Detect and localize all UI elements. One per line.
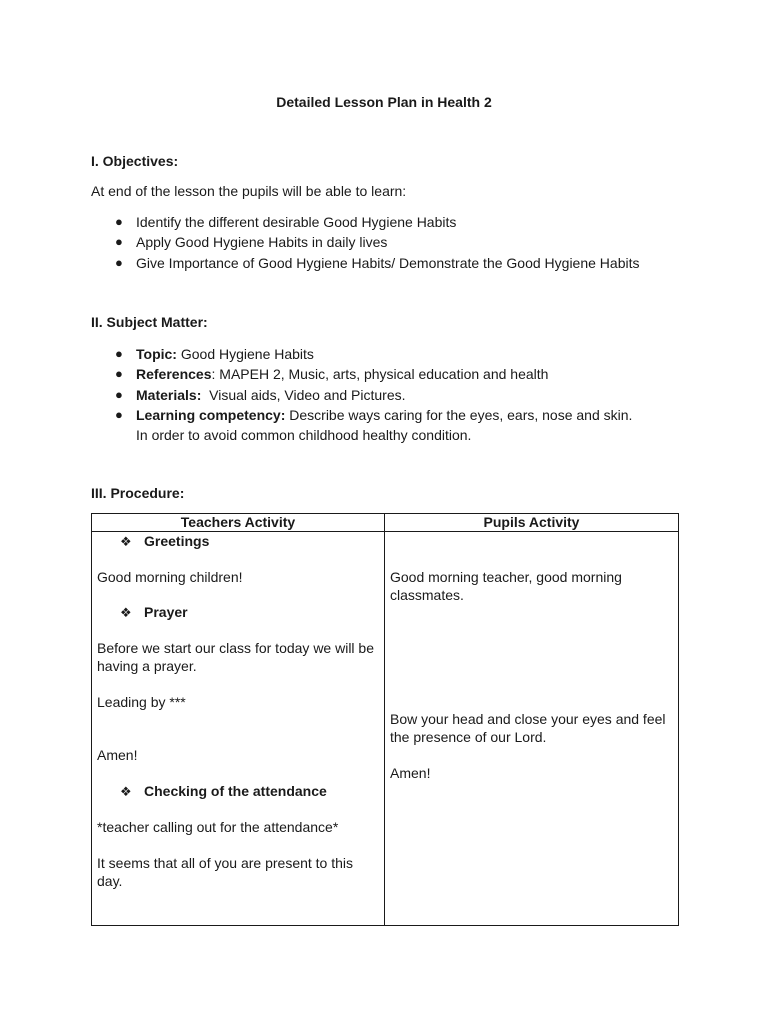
list-item: [91, 364, 691, 384]
objectives-intro: At end of the lesson the pupils will be able to learn:: [91, 183, 407, 199]
column-header-teachers: Teachers Activity: [92, 514, 385, 532]
pupils-activity-cell: [385, 532, 679, 926]
diamond-bullet-icon: ❖: [120, 534, 132, 549]
greetings-text: Good morning children!: [97, 569, 243, 585]
references-value: : MAPEH 2, Music, arts, physical education and health: [211, 366, 549, 383]
bullet-icon: ●: [115, 254, 123, 270]
bullet-icon: ●: [115, 406, 123, 422]
materials-label: Materials:: [136, 386, 202, 403]
objectives-heading: I. Objectives:: [91, 153, 179, 169]
document-title: Detailed Lesson Plan in Health 2: [276, 94, 492, 110]
attendance-section: ❖ Checking of the attendance: [120, 783, 327, 799]
objectives-list: [91, 212, 691, 273]
amen-text: Amen!: [97, 747, 138, 763]
prayer-text: Before we start our class for today we will be having a prayer.: [97, 640, 375, 674]
attendance-text: *teacher calling out for the attendance*: [97, 819, 339, 835]
list-item: [91, 405, 691, 446]
topic-label: Topic:: [136, 346, 177, 362]
leading-text: Leading by ***: [97, 694, 186, 710]
bullet-icon: ●: [115, 366, 123, 382]
procedure-heading: III. Procedure:: [91, 485, 185, 501]
subject-matter-heading: II. Subject Matter:: [91, 314, 208, 330]
list-item: ● Give Importance of Good Hygiene Habits/ Demonstrate the Good Hygiene Habits: [91, 253, 691, 273]
table-row: [92, 532, 679, 926]
list-item: [91, 385, 691, 405]
column-header-pupils: Pupils Activity: [385, 514, 679, 532]
list-item: ● Apply Good Hygiene Habits in daily lives: [91, 232, 691, 252]
list-item: [91, 344, 691, 364]
greetings-section: ❖ Greetings: [120, 533, 210, 549]
diamond-bullet-icon: ❖: [120, 605, 132, 620]
bullet-icon: ●: [115, 386, 123, 402]
competency-value-continued: In order to avoid common childhood healthy condition.: [136, 427, 472, 444]
prayer-reply: Bow your head and close your eyes and feel the presence of our Lord.: [390, 711, 666, 745]
list-item: ● Identify the different desirable Good Hygiene Habits: [91, 212, 691, 232]
procedure-table: [91, 513, 679, 926]
materials-value: Visual aids, Video and Pictures.: [201, 386, 406, 403]
bullet-icon: ●: [115, 346, 123, 361]
bullet-icon: ●: [115, 234, 123, 250]
diamond-bullet-icon: ❖: [120, 784, 132, 799]
table-header-row: [92, 514, 679, 532]
competency-label: Learning competency:: [136, 406, 286, 423]
topic-value: Good Hygiene Habits: [176, 346, 314, 362]
bullet-icon: ●: [115, 214, 123, 229]
greeting-reply: Good morning teacher, good morning classmates.: [390, 569, 622, 603]
prayer-section: ❖ Prayer: [120, 604, 188, 620]
present-text: It seems that all of you are present to this day.: [97, 855, 354, 889]
references-label: References: [136, 366, 212, 383]
subject-matter-list: [91, 344, 691, 445]
teachers-activity-cell: [92, 532, 385, 926]
competency-value: Describe ways caring for the eyes, ears, nose and skin.: [285, 406, 633, 423]
amen-reply: Amen!: [390, 765, 431, 781]
